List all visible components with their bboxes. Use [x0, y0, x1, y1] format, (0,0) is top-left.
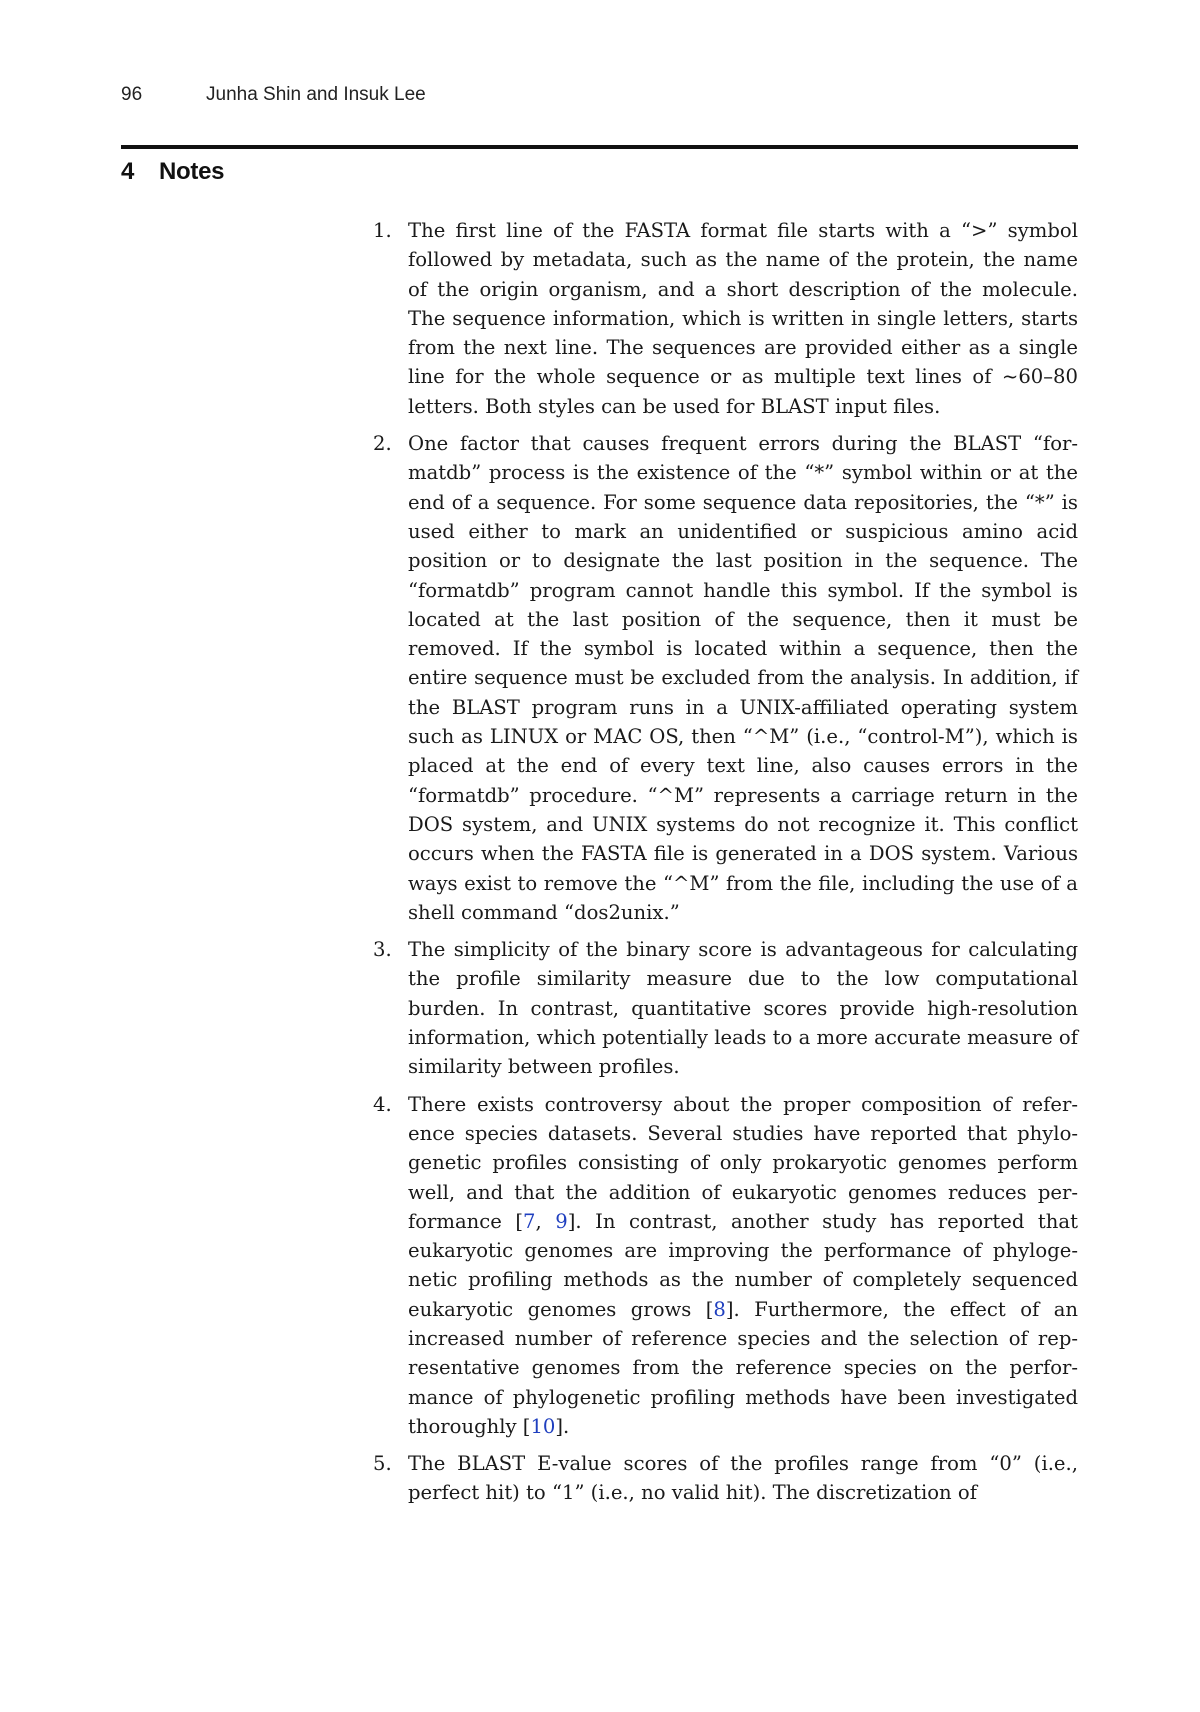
note-text-segment: There exists controversy about the proper composition of reference species datasets. Several studies have reported that phylogenetic profiles consisting of only prokaryotic genomes perform well, and that the addition of eukaryotic genomes reduces performance [ — [408, 1092, 1078, 1233]
note-number: 3. — [373, 938, 392, 962]
section-heading — [121, 158, 224, 186]
note-text: The simplicity of the binary score is advantageous for calculating the profile similarity measure due to the low computational burden. In contrast, quantitative scores provide high-resolution information, which potentially leads to a more accurate measure of similarity between profiles. — [408, 938, 1078, 1079]
note-text: One factor that causes frequent errors during the BLAST “formatdb” process is the existence of the “*” symbol within or at the end of a sequence. For some sequence data repositories, the “*” is used either to mark an unidentified or suspicious amino acid position or to designate the last position in the sequence. The “formatdb” program cannot handle this symbol. If the symbol is located at the last position of the sequence, then it must be removed. If the symbol is located within a sequence, then the entire sequence must be excluded from the analysis. In addition, if the BLAST program runs in a UNIX-affiliated operating system such as LINUX or MAC OS, then “^M” (i.e., “control-M”), which is placed at the end of every text line, also causes errors in the “formatdb” procedure. “^M” represents a carriage return in the DOS system, and UNIX systems do not recognize it. This conflict occurs when the FASTA file is generated in a DOS system. Various ways exist to remove the “^M” from the file, including the use of a shell command “dos2unix.” — [408, 432, 1078, 924]
citation-link[interactable]: 8 — [713, 1297, 726, 1321]
notes-list — [373, 216, 1078, 1516]
note-text-segment: ]. Furthermore, the effect of an increased number of reference species and the selection of representative genomes from the reference species on the performance of phylogenetic profiling methods have been investigated thoroughly [ — [408, 1297, 1078, 1438]
note-number: 2. — [373, 432, 392, 456]
page-number: 96 — [121, 84, 143, 105]
note-number: 4. — [373, 1092, 392, 1116]
note-item — [373, 429, 1078, 927]
note-text: The first line of the FASTA format file starts with a “>” symbol followed by metadata, such as the name of the protein, the name of the origin organism, and a short description of the molecule. The sequence information, which is written in single letters, starts from the next line. The sequences are provided either as a single line for the whole sequence or as multiple text lines of ~60–80 letters. Both styles can be used for BLAST input files. — [408, 219, 1078, 418]
note-item — [373, 1449, 1078, 1508]
running-head-authors: Junha Shin and Insuk Lee — [206, 84, 426, 105]
note-number: 1. — [373, 219, 392, 242]
note-item — [373, 1090, 1078, 1442]
citation-separator: , — [535, 1209, 556, 1233]
section-number: 4 — [121, 158, 135, 185]
note-number: 5. — [373, 1452, 392, 1476]
citation-link[interactable]: 10 — [530, 1414, 556, 1438]
note-item — [373, 935, 1078, 1081]
section-title: Notes — [159, 158, 225, 185]
citation-link[interactable]: 9 — [555, 1209, 568, 1233]
note-item — [373, 216, 1078, 421]
note-text — [408, 1093, 1078, 1438]
note-text-segment: ]. — [555, 1414, 570, 1438]
note-text: The BLAST E-value scores of the profiles range from “0” (i.e., perfect hit) to “1” (i.e., no valid hit). The discretization of — [408, 1452, 1078, 1505]
section-rule — [121, 145, 1078, 149]
citation-link[interactable]: 7 — [523, 1209, 536, 1233]
note-text-segment: ]. In contrast, another study has reported that eukaryotic genomes are improving the performance of phylogenetic profiling methods as the number of completely sequenced eukaryotic genomes grows [ — [408, 1209, 1078, 1321]
